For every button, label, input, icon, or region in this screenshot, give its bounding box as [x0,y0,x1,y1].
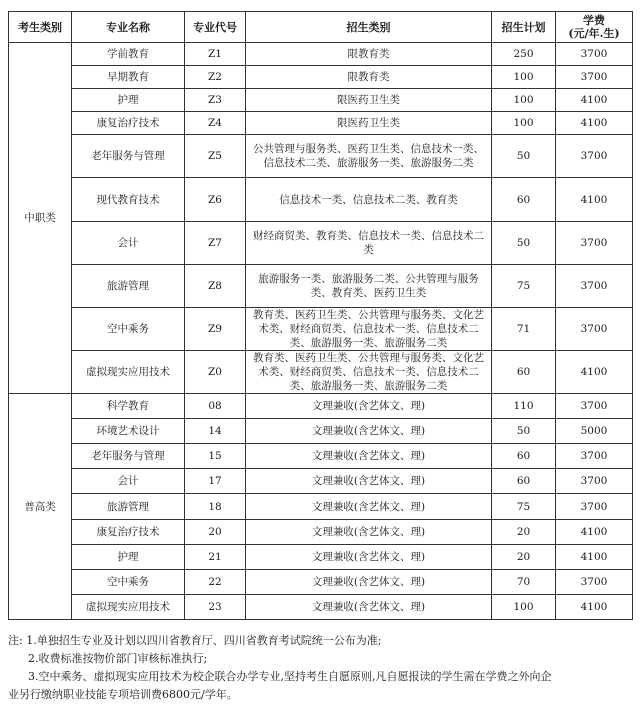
major-name: 会计 [72,469,185,494]
enroll-plan: 70 [492,569,556,594]
tuition-fee: 3700 [556,444,633,469]
tuition-fee: 4100 [556,178,633,221]
enroll-type: 公共管理与服务类、医药卫生类、信息技术一类、信息技术二类、旅游服务一类、旅游服务二类 [246,135,492,178]
major-code: Z1 [185,43,246,66]
table-row [9,544,633,569]
table-row [9,307,633,350]
major-name: 护理 [72,89,185,112]
tuition-fee: 3700 [556,66,633,89]
enroll-type: 文理兼收(含艺体文、理) [246,469,492,494]
enroll-plan: 100 [492,89,556,112]
major-name: 学前教育 [72,43,185,66]
tuition-fee: 3700 [556,264,633,307]
tuition-fee: 4100 [556,594,633,619]
major-name: 现代教育技术 [72,178,185,221]
enroll-plan: 100 [492,112,556,135]
enroll-plan: 75 [492,264,556,307]
tuition-fee: 3700 [556,494,633,519]
table-row [9,112,633,135]
table-row [9,135,633,178]
note-3: 3.空中乘务、虚拟现实应用技术为校企联合办学专业,坚持考生自愿原则,凡自愿报读的学生需在学费之外向企 [28,670,552,683]
enroll-plan: 20 [492,544,556,569]
enroll-type: 文理兼收(含艺体文、理) [246,594,492,619]
major-code: Z0 [185,351,246,394]
header-fee [556,12,633,43]
enroll-plan: 71 [492,307,556,350]
major-name: 旅游管理 [72,264,185,307]
table-row [9,394,633,419]
major-code: Z9 [185,307,246,350]
enroll-plan: 110 [492,394,556,419]
enroll-plan: 75 [492,494,556,519]
enroll-type: 文理兼收(含艺体文、理) [246,544,492,569]
enroll-plan: 100 [492,66,556,89]
tuition-fee: 4100 [556,544,633,569]
header-plan: 招生计划 [492,12,556,43]
major-code: Z8 [185,264,246,307]
enroll-type: 限教育类 [246,43,492,66]
enroll-plan: 60 [492,351,556,394]
enroll-plan: 100 [492,594,556,619]
major-code: 15 [185,444,246,469]
major-name: 科学教育 [72,394,185,419]
header-row [9,12,633,43]
tuition-fee: 3700 [556,135,633,178]
enroll-type: 文理兼收(含艺体文、理) [246,419,492,444]
table-body [9,43,633,620]
enrollment-table [8,11,633,620]
major-code: Z7 [185,221,246,264]
header-major: 专业名称 [72,12,185,43]
header-type: 招生类别 [246,12,492,43]
student-category: 普高类 [9,394,72,620]
enroll-type: 教育类、医药卫生类、公共管理与服务类、文化艺术类、财经商贸类、信息技术一类、信息技术二类、旅游服务一类、旅游服务二类 [246,351,492,394]
enroll-type: 文理兼收(含艺体文、理) [246,444,492,469]
major-name: 康复治疗技术 [72,519,185,544]
note-label: 注: [8,634,23,647]
table-row [9,43,633,66]
major-code: 23 [185,594,246,619]
table-row [9,351,633,394]
major-code: Z2 [185,66,246,89]
tuition-fee: 3700 [556,43,633,66]
major-name: 护理 [72,544,185,569]
enroll-type: 文理兼收(含艺体文、理) [246,494,492,519]
tuition-fee: 3700 [556,569,633,594]
major-name: 康复治疗技术 [72,112,185,135]
table-row [9,178,633,221]
tuition-fee: 3700 [556,469,633,494]
enroll-type: 限教育类 [246,66,492,89]
major-name: 虚拟现实应用技术 [72,351,185,394]
enroll-type: 教育类、医药卫生类、公共管理与服务类、文化艺术类、财经商贸类、信息技术一类、信息技术二类、旅游服务一类、旅游服务二类 [246,307,492,350]
header-fee-unit: (元/年.生) [568,27,620,40]
enroll-type: 限医药卫生类 [246,89,492,112]
header-code: 专业代号 [185,12,246,43]
footnotes [8,632,632,704]
enroll-plan: 50 [492,135,556,178]
table-row [9,419,633,444]
major-code: Z6 [185,178,246,221]
major-code: 08 [185,394,246,419]
enroll-plan: 50 [492,221,556,264]
table-row [9,89,633,112]
note-2: 2.收费标准按物价部门审核标准执行; [28,652,208,665]
major-name: 会计 [72,221,185,264]
enroll-type: 文理兼收(含艺体文、理) [246,569,492,594]
header-fee-label: 学费 [583,14,605,27]
table-row [9,569,633,594]
tuition-fee: 5000 [556,419,633,444]
tuition-fee: 3700 [556,394,633,419]
enroll-type: 信息技术一类、信息技术二类、教育类 [246,178,492,221]
major-code: Z3 [185,89,246,112]
tuition-fee: 4100 [556,89,633,112]
table-row [9,494,633,519]
tuition-fee: 4100 [556,351,633,394]
enroll-type: 文理兼收(含艺体文、理) [246,394,492,419]
major-code: 22 [185,569,246,594]
enroll-type: 限医药卫生类 [246,112,492,135]
major-name: 环境艺术设计 [72,419,185,444]
table-row [9,221,633,264]
major-name: 旅游管理 [72,494,185,519]
major-name: 早期教育 [72,66,185,89]
enroll-plan: 60 [492,469,556,494]
tuition-fee: 3700 [556,221,633,264]
enroll-type: 财经商贸类、教育类、信息技术一类、信息技术二类 [246,221,492,264]
tuition-fee: 3700 [556,307,633,350]
major-name: 老年服务与管理 [72,444,185,469]
major-name: 空中乘务 [72,569,185,594]
table-row [9,469,633,494]
major-name: 虚拟现实应用技术 [72,594,185,619]
note-1: 注: 1.单独招生专业及计划以四川省教育厅、四川省教育考试院统一公布为准; [8,634,382,647]
table-row [9,519,633,544]
tuition-fee: 4100 [556,519,633,544]
table-row [9,594,633,619]
enroll-plan: 250 [492,43,556,66]
table-row [9,444,633,469]
major-name: 空中乘务 [72,307,185,350]
table-row [9,264,633,307]
enroll-plan: 50 [492,419,556,444]
enroll-type: 旅游服务一类、旅游服务二类、公共管理与服务类、教育类、医药卫生类 [246,264,492,307]
enroll-type: 文理兼收(含艺体文、理) [246,519,492,544]
enroll-plan: 20 [492,519,556,544]
major-code: 18 [185,494,246,519]
major-code: 14 [185,419,246,444]
major-code: Z5 [185,135,246,178]
major-name: 老年服务与管理 [72,135,185,178]
table-row [9,66,633,89]
major-code: 20 [185,519,246,544]
major-code: 21 [185,544,246,569]
major-code: Z4 [185,112,246,135]
student-category: 中职类 [9,43,72,394]
enroll-plan: 60 [492,444,556,469]
enroll-plan: 60 [492,178,556,221]
tuition-fee: 4100 [556,112,633,135]
major-code: 17 [185,469,246,494]
header-category: 考生类别 [9,12,72,43]
note-3-continued: 业另行缴纳职业技能专项培训费6800元/学年。 [8,688,238,701]
